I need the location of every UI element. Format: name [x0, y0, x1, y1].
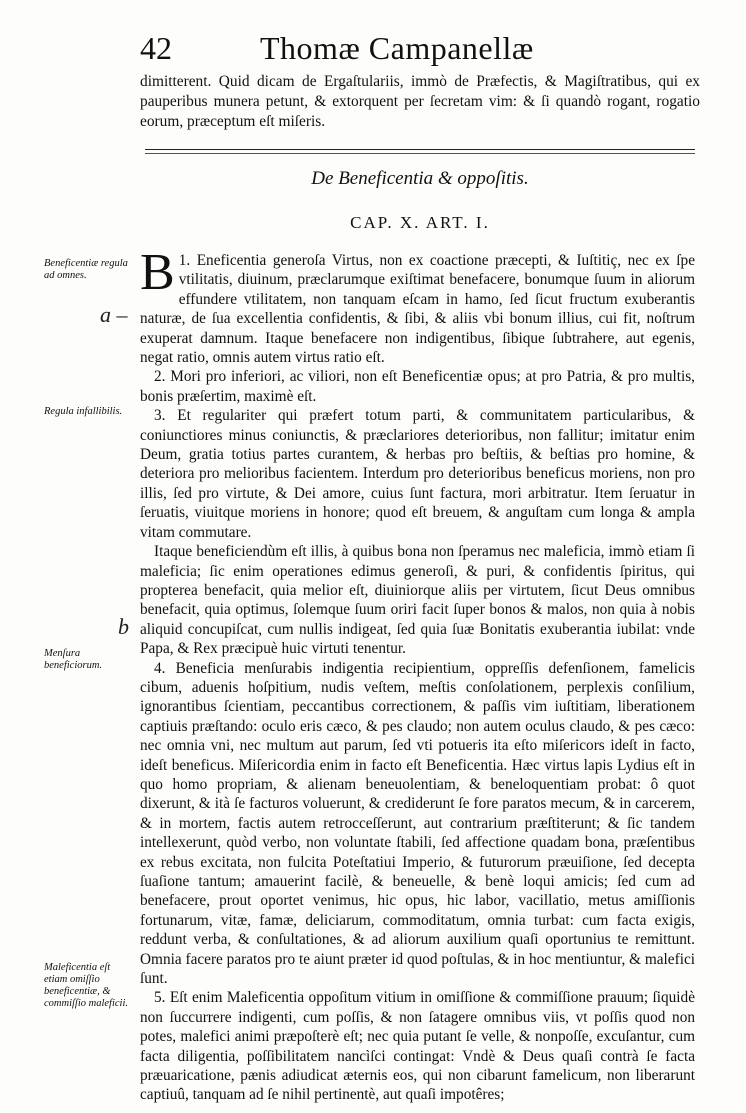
paragraph-1: [140, 244, 695, 367]
continuation-text: dimitterent. Quid dicam de Ergaſtulariis, immò de Præfectis, & Magiſtratibus, qui ex pauperibus munera petunt, & extorquent per ſecretam vim: & ſi quandò rogant, rogatio eorum, præceptum eſt miſeris.: [140, 73, 700, 130]
dash-mark: –: [116, 302, 128, 327]
body-text: [140, 244, 695, 1105]
running-header: [140, 30, 700, 74]
margin-note-3: Menſura beneficiorum.: [44, 648, 103, 671]
paragraph-3b: Itaque beneficiendùm eſt illis, à quibus bona non ſperamus nec maleficia, immò etiam ſi maleficia; ſic enim operationes edimus generoſi, & puri, & confidentis ſpiritus, qui propterea benefacit, quia melior eſt, diuiniorque aliis per virtutem, ſicut Deus omnibus benefacit, quia optimus, ſolemque ſuum oriri facit ſuper bonos & malos, non quia à nobis aliquid concupiſcat, cum nullis indigeat, ſed quia ſuæ Bonitatis exuberantia iubilat: vnde Papa, & Rex præcipuè huic virtuti tenentur.: [140, 543, 695, 658]
margin-note-4: Maleficentia eſt etiam omiſſio beneficentiæ, & commiſſio maleficii.: [44, 962, 128, 1009]
handwritten-mark-b: b: [118, 614, 129, 639]
margin-note-1: Beneficentiæ regula ad omnes.: [44, 258, 128, 281]
section-rule-thin: [145, 153, 695, 154]
chapter-heading: CAP. X. ART. I.: [350, 213, 490, 232]
paragraph-5: 5. Eſt enim Maleficentia oppoſitum vitium in omiſſione & commiſſione prauum; ſiquidè non ſuccurrere indigenti, cum poſſis, & non ſatagere omnibus viis, vt poſſis quod non potes, malefici animi præpoſterè eſt; nec quia putant ſe velle, & nonpoſſe, excuſantur, cum facta diligentia, poſſibilitatem nancìſci contingat: Vndè & Deus quaſi contrà ſe facta præuaricatione, pænis adiudicat æternis eos, qui non cibarunt famelicum, non liberarunt captiuû, tanquam ad ſe nihil pertinentè, aut quaſi impotêres;: [140, 989, 695, 1104]
handwritten-letter-a: a: [100, 302, 111, 327]
paragraph-3: 3. Et regulariter qui præfert totum parti, & communitatem particularibus, & coniunctiores minus coniunctis, & præclariores deterioribus, non fallitur; imitatur enim Deum, gratia totius partes curantem, & herbas pro beſtiis, & beſtias pro homine, & deteriora pro melioribus facientem. Interdum pro deterioribus beneficus moriens, non pro illis, ſed pro virtute, & Dei amore, cuius ſunt factura, mori arbitratur. Item ſeruatur in ſeruatis, viuitque moriens in honore; quod eſt breuem, & anguſtam cum longa & ampla vitam commutare.: [140, 407, 695, 541]
handwritten-mark-a: [100, 302, 128, 328]
paragraph-1-text: Eneficentia generoſa Virtus, non ex coactione præcepti, & Iuſtitiç, nec ex ſpe vtilitatis, diuinum, præclarumque exiſtimat benefacere, bonumque ſuum in aliorum effundere vtilitatem, non tanquam eſcam in hamo, ſed ſicut fructum exuberantis naturæ, de ſua excellentia confidentis, & ſibi, & aliis vbi bonum illius, cui fit, noſtrum exuperat damnum. Itaque benefacere non indigentibus, ſibique ſubtrahere, aut egenis, negat ratio, omnis autem virtus ratio eſt.: [140, 252, 695, 367]
section-rule: [145, 149, 695, 150]
paragraph-number: 1.: [178, 252, 191, 269]
margin-note-2: Regula infallibilis.: [44, 406, 123, 417]
paragraph-2: 2. Mori pro inferiori, ac viliori, non eſt Beneficentiæ opus; at pro Patria, & pro multis, bonis præſertim, maximè eſt.: [140, 368, 695, 405]
drop-cap: B: [140, 244, 175, 301]
running-title: Thomæ Campanellæ: [260, 30, 534, 66]
section-title: De Beneficentia & oppoſitis.: [311, 168, 529, 189]
page-number: 42: [140, 30, 172, 66]
paragraph-4: 4. Beneficia menſurabis indigentia recipientium, oppreſſis defenſionem, famelicis cibum, aduenis hoſpitium, nudis veſtem, meſtis conſolationem, perplexis conſilium, ignorantibus ſcientiam, peccantibus correctionem, & paſſis vim iuſtitiam, liberationem captiuis præſtando: oculo eris cæco, & pes claudo; non autem oculus claudo, & pes cæco: nec omnia vni, nec multum aut parum, ſed vti potueris ita eſto miſericors ideſt in facto, ideſt beneficus. Miſericordia enim in facto eſt Beneficentia. Hæc virtus lapis Lydius eſt in quo homo propriam, & alienam beneuolentiam, & beneloquentiam probat: ô quot dixerunt, & ità ſe facturos voluerunt, & crediderunt ſe fore paratos mecum, & in carcerem, & in mortem, factis autem retrocceſſerunt, aut contrarium præſtiterunt; & ſic tandem intellexerunt, quòd verbo, non voluntate ſtabili, ſed affectione quadam bona, præſentibus ex rebus excitata, non fulcita Poteſtatiui Imperio, & futurorum præuiſione, ſed decepta ſuaſione tantum; amauerint facilè, & beneuelle, & benè loqui amicis; ſed cum ad benefacere, prout oportet venimus, hic opus, hic labor, vacillatio, metus amiſſionis fortunarum, vitæ, famæ, deliciarum, commoditatum, omnia turbat: cum facta exigis, reddunt verba, & conſultationes, & ad aliorum auxilium quaſi oportunius te remittunt. Omnia facere paratos pro te aiunt præter id quod poſtulas, & in hoc mentiuntur, & malefici ſunt.: [140, 659, 695, 988]
